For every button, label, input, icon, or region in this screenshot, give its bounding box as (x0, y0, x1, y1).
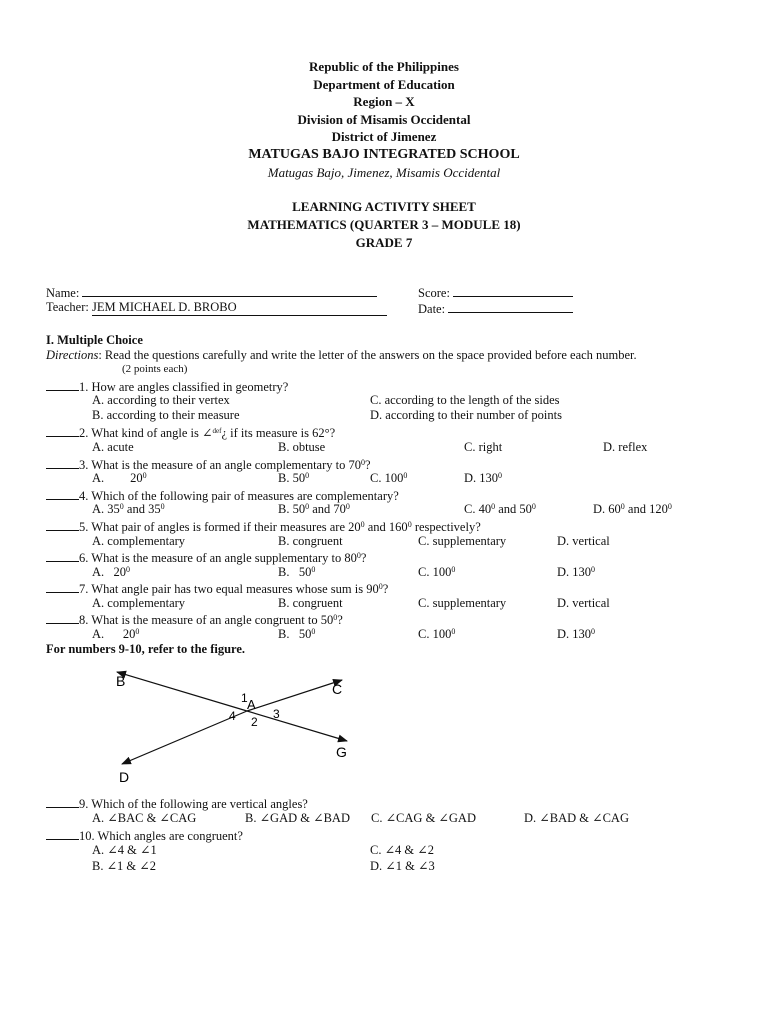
answer-blank-7[interactable] (46, 580, 79, 593)
choice-3a: A. $20^0$ (92, 471, 147, 485)
header-division: Division of Misamis Occidental (297, 112, 471, 127)
answer-blank-10[interactable] (46, 827, 79, 840)
label-angle-4: 4 (229, 709, 236, 723)
answer-blank-8[interactable] (46, 611, 79, 624)
choice-2a: A. acute (92, 440, 134, 454)
teacher-label: Teacher: (46, 300, 89, 314)
ray-ac (247, 680, 342, 711)
choice-6a: A. $20^0$ (92, 565, 131, 579)
directions-label: Directions (46, 348, 99, 362)
choice-7c: C. supplementary (418, 596, 507, 610)
question-7: 7. What angle pair has two equal measures whose sum is $90^0$? (46, 580, 388, 597)
choice-4a: A. $35^0$ and $35^0$ (92, 502, 165, 516)
answer-blank-9[interactable] (46, 795, 79, 808)
choice-9b: B. ∠GAD & ∠BAD (245, 811, 350, 825)
question-text: 3. What is the measure of an angle complementary to 70 (79, 458, 361, 472)
answer-blank-6[interactable] (46, 549, 79, 562)
name-label: Name: (46, 286, 80, 300)
answer-blank-5[interactable] (46, 518, 79, 531)
angle-symbol: ∠ (202, 426, 213, 440)
date-label: Date: (418, 302, 446, 316)
score-row (418, 284, 573, 301)
choice-10c: C. ∠4 & ∠2 (370, 843, 435, 857)
question-text: 4. Which of the following pair of measures are complementary? (79, 489, 399, 503)
choice-10b: B. ∠1 & ∠2 (92, 859, 157, 873)
ray-ag (247, 711, 347, 741)
header-district: District of Jimenez (331, 129, 437, 144)
school-name: MATUGAS BAJO INTEGRATED SCHOOL (248, 147, 520, 162)
def-symbol: def (212, 427, 222, 435)
choice-3d: D. $130^0$ (464, 471, 503, 485)
choice-8d: D. $130^0$ (557, 627, 596, 641)
question-2 (46, 424, 335, 441)
header-region: Region – X (353, 94, 415, 109)
question-8: 8. What is the measure of an angle congruent to $50^0$? (46, 611, 343, 628)
choice-1a: A. according to their vertex (92, 393, 230, 407)
choice-2b: B. obtuse (278, 440, 326, 454)
question-text: 1. How are angles classified in geometry? (79, 380, 289, 394)
school-address: Matugas Bajo, Jimenez, Misamis Occidental (267, 165, 501, 180)
degree-mark: 0 (360, 458, 365, 467)
teacher-value: JEM MICHAEL D. BROBO (92, 300, 387, 316)
label-a: A (247, 697, 256, 712)
label-d: D (119, 769, 130, 785)
choice-6c: C. $100^0$ (418, 565, 456, 579)
choice-5d: D. vertical (557, 534, 610, 548)
choice-7b: B. congruent (278, 596, 343, 610)
choice-1c: C. according to the length of the sides (370, 393, 560, 407)
subject-title: MATHEMATICS (QUARTER 3 – MODULE 18) (247, 217, 521, 232)
label-angle-2: 2 (251, 715, 258, 729)
label-b: B (116, 673, 126, 689)
answer-blank-3[interactable] (46, 456, 79, 469)
intersecting-lines-figure (0, 660, 768, 790)
label-angle-3: 3 (273, 707, 280, 721)
choice-3b: B. $50^0$ (278, 471, 310, 485)
choice-4d: D. $60^0$ and $120^0$ (593, 502, 672, 516)
choice-2c: C. right (464, 440, 503, 454)
directions (46, 348, 637, 363)
name-field[interactable] (82, 284, 377, 297)
date-row (418, 300, 573, 317)
question-5: 5. What pair of angles is formed if their measures are $20^0$ and $160^0$ respectively? (46, 518, 481, 535)
choice-10d: D. ∠1 & ∠3 (370, 859, 435, 873)
sheet-title: LEARNING ACTIVITY SHEET (292, 199, 476, 214)
header-republic: Republic of the Philippines (309, 59, 459, 74)
choice-6d: D. $130^0$ (557, 565, 596, 579)
choice-5a: A. complementary (92, 534, 186, 548)
answer-blank-2[interactable] (46, 424, 79, 437)
question-10: 10. Which angles are congruent? (46, 827, 243, 844)
header-department: Department of Education (313, 77, 455, 92)
choice-8c: C. $100^0$ (418, 627, 456, 641)
choice-7a: A. complementary (92, 596, 186, 610)
choice-8a: A. $20^0$ (92, 627, 140, 641)
label-angle-1: 1 (241, 691, 248, 705)
choice-4c: C. $40^0$ and $50^0$ (464, 502, 536, 516)
section-title: I. Multiple Choice (46, 333, 143, 347)
answer-blank-4[interactable] (46, 487, 79, 500)
figure-heading: For numbers 9-10, refer to the figure. (46, 642, 246, 656)
name-row (46, 284, 377, 301)
ray-ab (117, 672, 247, 711)
question-6: 6. What is the measure of an angle supplementary to $80^0$? (46, 549, 366, 566)
choice-5c: C. supplementary (418, 534, 507, 548)
choice-8b: B. $50^0$ (278, 627, 316, 641)
answer-blank-1[interactable] (46, 378, 79, 391)
choice-9c: C. ∠CAG & ∠GAD (371, 811, 476, 825)
choice-4b: B. $50^0$ and $70^0$ (278, 502, 350, 516)
choice-7d: D. vertical (557, 596, 610, 610)
score-label: Score: (418, 286, 450, 300)
choice-10a: A. ∠4 & ∠1 (92, 843, 157, 857)
question-text-end: if its measure is 62°? (227, 426, 336, 440)
date-field[interactable] (448, 300, 573, 313)
label-g: G (336, 744, 347, 760)
grade-title: GRADE 7 (355, 235, 413, 250)
choice-5b: B. congruent (278, 534, 343, 548)
choice-1b: B. according to their measure (92, 408, 240, 422)
directions-text: : Read the questions carefully and write the letter of the answers on the space provided before each number. (98, 348, 637, 362)
choice-9d: D. ∠BAD & ∠CAG (524, 811, 629, 825)
score-field[interactable] (453, 284, 573, 297)
question-text: 2. What kind of angle is (79, 426, 203, 440)
question-3: 3. What is the measure of an angle complementary to $70^0$? (46, 456, 371, 473)
points-note: (2 points each) (122, 363, 188, 375)
choice-3c: C. $100^0$ (370, 471, 408, 485)
choice-1d: D. according to their number of points (370, 408, 562, 422)
choice-2d: D. reflex (603, 440, 648, 454)
label-c: C (332, 681, 343, 697)
choice-6b: B. $50^0$ (278, 565, 316, 579)
inverted-question-symbol: ¿ (221, 426, 228, 440)
question-9: 9. Which of the following are vertical angles? (46, 795, 308, 812)
choice-9a: A. ∠BAC & ∠CAG (92, 811, 197, 825)
teacher-row (46, 300, 387, 316)
